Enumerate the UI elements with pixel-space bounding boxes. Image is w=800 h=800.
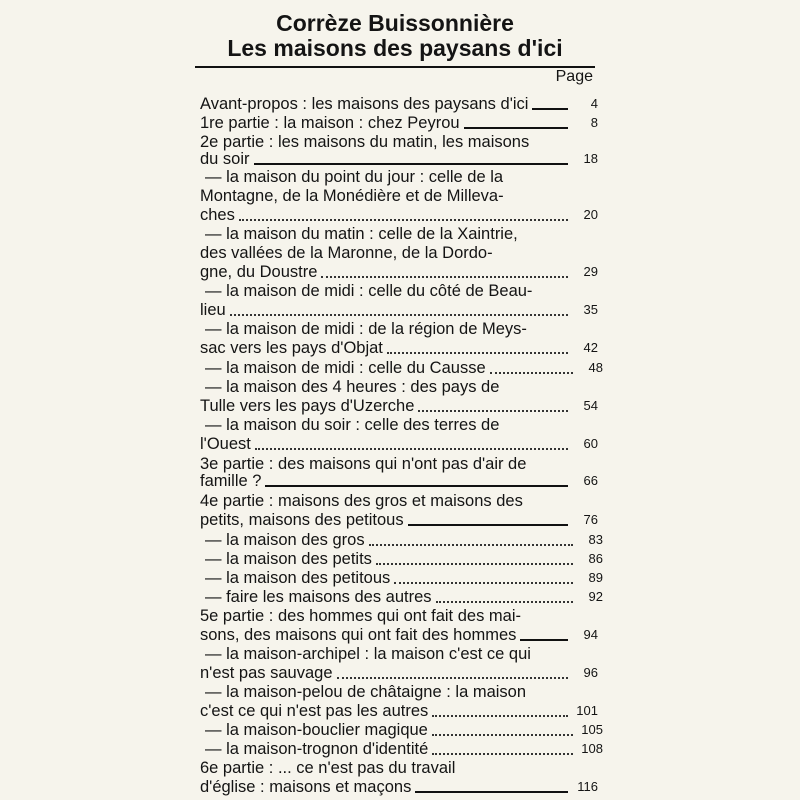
toc-leader (369, 544, 573, 546)
toc-leader (255, 448, 568, 450)
toc-entry (200, 300, 598, 320)
toc-entry-page: 29 (583, 264, 598, 279)
toc-entry-text: 4e partie : maisons des gros et maisons des (200, 492, 523, 510)
toc-entry (200, 701, 598, 721)
toc-entry-text: — la maison-archipel : la maison c'est ce qui (205, 645, 531, 663)
toc-entry-text: — la maison de midi : celle du côté de Beau- (205, 282, 533, 300)
toc-entry-text: l'Ouest (200, 435, 251, 453)
toc-entry-text: 6e partie : ... ce n'est pas du travail (200, 759, 456, 777)
toc-entry (200, 625, 598, 645)
toc-entry-text: lieu (200, 301, 226, 319)
toc-entry-page: 76 (583, 512, 598, 527)
toc-entry-text: sac vers les pays d'Objat (200, 339, 383, 357)
toc-entry-text: gne, du Doustre (200, 263, 318, 281)
toc-entry (200, 491, 598, 511)
toc-entry (205, 644, 603, 664)
toc-entry-page: 66 (583, 473, 598, 488)
toc-entry (200, 94, 598, 114)
toc-entry-text: — la maison-pelou de châtaigne : la maison (205, 683, 527, 701)
toc-leader (532, 108, 568, 110)
toc-entry-text: sons, des maisons qui ont fait des hommes (200, 626, 517, 644)
toc-entry-text: — la maison de midi : celle du Causse (205, 359, 486, 377)
toc-entry (200, 471, 598, 491)
toc-entry-page: 116 (577, 779, 598, 794)
toc-entry (200, 758, 598, 778)
toc-leader (432, 734, 573, 736)
toc-leader (408, 524, 568, 526)
toc-leader (464, 127, 568, 129)
book-title: Corrèze Buissonnière (276, 10, 514, 36)
toc-leader (490, 372, 573, 374)
toc-leader (436, 601, 573, 603)
toc-entry-page: 18 (583, 151, 598, 166)
toc-entry-page: 94 (583, 627, 598, 642)
toc-leader (415, 791, 568, 793)
toc-leader (418, 410, 568, 412)
toc-entry (200, 510, 598, 530)
toc-entry-page: 8 (590, 115, 598, 130)
toc-entry-page: 105 (581, 722, 603, 737)
toc-entry (205, 415, 603, 435)
toc-entry (200, 396, 598, 416)
toc-entry (200, 434, 598, 454)
toc-entry (205, 319, 603, 339)
toc-entry-text: Tulle vers les pays d'Uzerche (200, 397, 415, 415)
toc-entry-page: 48 (588, 360, 603, 375)
toc-entry-text: 3e partie : des maisons qui n'ont pas d'air de (200, 455, 527, 473)
toc-entry (205, 530, 603, 550)
toc-entry (205, 224, 603, 244)
toc-leader (321, 276, 568, 278)
toc-entry-text: — la maison du matin : celle de la Xaintrie, (205, 225, 518, 243)
toc-entry (200, 777, 598, 797)
toc-entry (205, 568, 603, 588)
toc-leader (230, 314, 568, 316)
toc-entry-text: — la maison des 4 heures : des pays de (205, 378, 500, 396)
toc-entry-text: c'est ce qui n'est pas les autres (200, 702, 429, 720)
toc-entry-text: ches (200, 206, 235, 224)
toc-leader (387, 352, 568, 354)
toc-leader (394, 582, 573, 584)
toc-entry-text: — la maison-bouclier magique (205, 721, 428, 739)
toc-entry (205, 358, 603, 378)
toc-leader (376, 563, 573, 565)
toc-entry-text: des vallées de la Maronne, de la Dordo- (200, 244, 493, 262)
toc-entry-text: Montagne, de la Monédière et de Millevа- (200, 187, 504, 205)
page-column-header: Page (555, 68, 593, 85)
toc-entry (200, 113, 598, 133)
toc-entry-page: 60 (583, 436, 598, 451)
toc-entry-text: 1re partie : la maison : chez Peyrou (200, 114, 460, 132)
toc-entry-text: — faire les maisons des autres (205, 588, 432, 606)
toc-entry-page: 83 (588, 532, 603, 547)
toc-entry-page: 4 (590, 96, 598, 111)
book-subtitle: Les maisons des paysans d'ici (227, 35, 563, 61)
toc-entry (200, 338, 598, 358)
toc-leader (239, 219, 568, 221)
toc-entry (205, 587, 603, 607)
toc-entry-text: famille ? (200, 472, 262, 490)
toc-entry-page: 96 (583, 665, 598, 680)
toc-entry (205, 377, 603, 397)
toc-entry (205, 720, 603, 740)
toc-entry-text: Avant-propos : les maisons des paysans d'ici (200, 95, 529, 113)
toc-entry (205, 549, 603, 569)
toc-leader (265, 485, 568, 487)
toc-entry (200, 186, 598, 206)
toc-entry-page: 20 (583, 207, 598, 222)
toc-entry (205, 682, 603, 702)
toc-entry-page: 89 (588, 570, 603, 585)
toc-entry-text: — la maison de midi : de la région de Meys- (205, 320, 527, 338)
toc-leader (432, 753, 573, 755)
title-divider (195, 66, 595, 68)
toc-entry (200, 606, 598, 626)
toc-entry-text: — la maison des petitous (205, 569, 391, 587)
toc-entry-text: d'église : maisons et maçons (200, 778, 412, 796)
toc-entry-page: 35 (583, 302, 598, 317)
toc-leader (520, 639, 568, 641)
toc-entry-text: — la maison du point du jour : celle de la (205, 168, 504, 186)
toc-entry-page: 86 (588, 551, 603, 566)
toc-entry (205, 281, 603, 301)
toc-entry-page: 101 (576, 703, 598, 718)
toc-entry-text: n'est pas sauvage (200, 664, 333, 682)
toc-entry-page: 92 (588, 589, 603, 604)
toc-entry-text: — la maison du soir : celle des terres de (205, 416, 500, 434)
toc-entry-page: 42 (583, 340, 598, 355)
toc-entry-text: — la maison des gros (205, 531, 365, 549)
toc-leader (432, 715, 568, 717)
toc-entry-text: — la maison-trognon d'identité (205, 740, 429, 758)
toc-entry-page: 108 (581, 741, 603, 756)
toc-entry-text: — la maison des petits (205, 550, 372, 568)
toc-entry (200, 243, 598, 263)
toc-entry (200, 663, 598, 683)
toc-entry (205, 167, 603, 187)
toc-entry-text: 2e partie : les maisons du matin, les maisons (200, 133, 530, 151)
toc-entry (205, 739, 603, 759)
toc-entry (200, 262, 598, 282)
toc-entry (200, 205, 598, 225)
toc-entry (200, 149, 598, 169)
toc-entry-page: 54 (583, 398, 598, 413)
toc-leader (254, 163, 568, 165)
toc-entry-text: 5e partie : des hommes qui ont fait des mai- (200, 607, 521, 625)
toc-entry-text: petits, maisons des petitous (200, 511, 404, 529)
toc-leader (337, 677, 569, 679)
toc-entry-text: du soir (200, 150, 250, 168)
